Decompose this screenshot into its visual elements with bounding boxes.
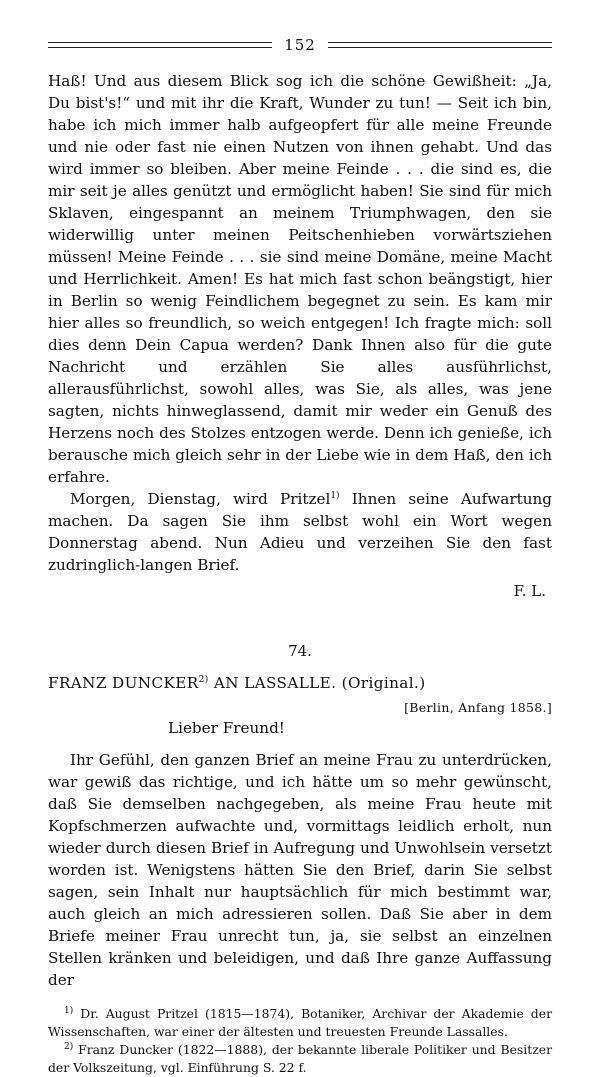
letter-73-body-paragraph: Haß! Und aus diesem Blick sog ich die schöne Gewißheit: „Ja, Du bist's!“ und mit ihr die Kraft, Wunder zu tun! — Seit ich bin, habe ich mich immer halb aufgeopfert für alle meine Freunde und nie oder fast nie einen Nutzen von ihnen gehabt. Und das wird immer so bleiben. Aber meine Feinde . . . die sind es, die mir seit je alles genützt und ermöglicht haben! Sie sind für mich Sklaven, eingespannt an meinem Triumphwagen, den sie widerwillig unter meinen Peitschenhieben vorwärtsziehen müssen! Meine Feinde . . . sie sind meine Domäne, meine Macht und Herrlichkeit. Amen! Es hat mich fast schon beängstigt, hier in Berlin so wenig Feindlichem begegnet zu sein. Es kam mir hier alles so freundlich, so weich entgegen! Ich fragte mich: soll dies denn Dein Capua werden? Dank Ihnen also für die gute Nachricht und erzählen Sie alles ausführlichst, allerausführlichst, sowohl alles, was Sie, als alles, was jene sagten, nichts hinweglassend, damit mir weder ein Genuß des Herzens noch des Stolzes entzogen werde. Denn ich genieße, ich berausche mich gleich sehr in der Liebe wie in dem Haß, den ich erfahre.: [48, 72, 552, 486]
letter-73-closing-paragraph: [48, 488, 552, 576]
footnote-ref-1: 1): [330, 490, 340, 501]
signature: F. L.: [513, 582, 546, 600]
closing-text-end: Ihnen seine Aufwartung machen. Da sagen Sie ihm selbst wohl ein Wort wegen Donnerstag abend. Nun Adieu und verzeihen Sie den fast zudringlich-langen Brief.: [48, 490, 553, 574]
letter-heading: [48, 672, 552, 694]
page-number: 152: [284, 36, 316, 54]
footnote-2-marker: 2): [64, 1041, 74, 1052]
footnote-2: [48, 1041, 552, 1077]
footnote-1: [48, 1005, 552, 1041]
letter-number: 74.: [288, 642, 312, 660]
footnote-1-marker: 1): [64, 1005, 74, 1016]
footnote-1-text: Dr. August Pritzel (1815—1874), Botaniker, Archivar der Akademie der Wissenschaften, war einer der ältesten und treuesten Freunde Lassalles.: [48, 1006, 552, 1039]
letter-date: [Berlin, Anfang 1858.]: [404, 700, 552, 715]
letter-heading-recipient: AN LASSALLE. (Original.): [208, 674, 426, 692]
letter-74-body-paragraph: Ihr Gefühl, den ganzen Brief an meine Frau zu unterdrücken, war gewiß das richtige, und ich hätte um so mehr gewünscht, daß Sie demselben nachgegeben, als meine Frau heute mit Kopfschmerzen aufwachte und, vormittags leidlich erholt, nun wieder durch diesen Brief in Aufregung und Unwohlsein versetzt worden ist. Wenigstens hätten Sie den Brief, darin Sie selbst sagen, sein Inhalt nur hauptsächlich für mich bestimmt war, auch gleich an mich adressieren sollen. Daß Sie aber in dem Briefe meiner Frau unrecht tun, ja, sie selbst an einzelnen Stellen kränken und beleidigen, und daß Ihre ganze Auffassung der: [48, 751, 552, 989]
header-rule-right: [328, 42, 552, 48]
salutation: Lieber Freund!: [168, 719, 285, 737]
footnote-ref-2: 2): [198, 674, 209, 685]
header-rule-left: [48, 42, 272, 48]
letter-heading-author: FRANZ DUNCKER: [48, 674, 199, 692]
page-header: [48, 36, 552, 54]
footnote-2-text: Franz Duncker (1822—1888), der bekannte liberale Politiker und Besitzer der Volkszeitung, vgl. Einführung S. 22 f.: [48, 1042, 552, 1075]
closing-text-start: Morgen, Dienstag, wird Pritzel: [70, 490, 331, 508]
